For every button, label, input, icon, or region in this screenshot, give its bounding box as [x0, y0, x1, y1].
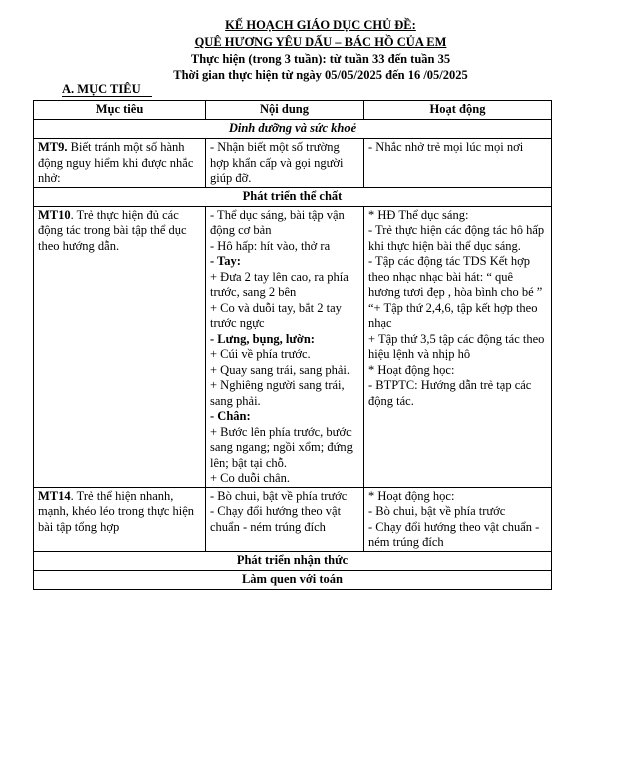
- mt14-goal: [34, 487, 206, 551]
- mt10-goal-text: . Trẻ thực hiện đủ các động tác trong bài tập thể dục theo hướng dẫn.: [38, 207, 187, 253]
- list-item: - Chạy đổi hướng theo vật chuẩn - ném trúng đích: [210, 504, 342, 534]
- mt14-code: MT14: [38, 488, 71, 503]
- mt14-content: [206, 487, 364, 551]
- band-physical: Phát triển thể chất: [34, 187, 552, 206]
- list-item: - Bò chui, bật về phía trước: [368, 504, 506, 518]
- list-item: + Quay sang trái, sang phải.: [210, 362, 351, 377]
- mt10-code: MT10: [38, 207, 71, 222]
- band-cognitive: Phát triển nhận thức: [34, 551, 552, 570]
- table-row-mt10: [34, 206, 552, 487]
- list-item: “+ Tập thứ 2,4,6, tập kết hợp theo nhạc: [368, 300, 538, 330]
- header-row: [34, 101, 552, 120]
- plan-title: [0, 18, 641, 33]
- mt14-goal-text: . Trẻ thể hiện nhanh, mạnh, khéo léo trong thực hiện bài tập tổng hợp: [38, 488, 195, 534]
- table-row-mt9: [34, 139, 552, 188]
- list-item: - Chạy đổi hướng theo vật chuẩn - ném trúng đích: [368, 519, 540, 549]
- mt9-activity: - Nhắc nhở trẻ mọi lúc mọi nơi: [364, 139, 552, 188]
- list-item: - Tập các động tác TDS Kết hợp theo nhạc nhạc bài hát: “ quê hương tươi đẹp , hòa bình cho bé ”: [368, 254, 543, 299]
- band-nutrition: Dinh dưỡng và sức khoẻ: [34, 120, 552, 139]
- list-item: - Lưng, bụng, lườn:: [210, 331, 315, 346]
- list-item: - Tay:: [210, 254, 241, 268]
- list-item: + Bước lên phía trước, bước sang ngang; ngồi xổm; đứng lên; bật tại chỗ.: [210, 424, 353, 470]
- list-item: + Cúi về phía trước.: [210, 347, 311, 361]
- col-header-goal: Mục tiêu: [34, 101, 206, 120]
- list-item: - Chân:: [210, 409, 251, 423]
- objectives-table: [33, 100, 552, 590]
- mt9-goal-text: Biết tránh một số hành động nguy hiểm khi được nhắc nhở:: [38, 140, 194, 185]
- mt10-activity: [364, 206, 552, 487]
- mt14-activity: [364, 487, 552, 551]
- plan-title-text: KẾ HOẠCH GIÁO DỤC CHỦ ĐỀ:: [225, 18, 416, 32]
- list-item: - Thể dục sáng, bài tập vận động cơ bản: [210, 207, 345, 237]
- theme-title: [0, 35, 641, 50]
- band-row-physical: [34, 187, 552, 206]
- list-item: + Co và duỗi tay, bắt 2 tay trước ngực: [210, 300, 342, 330]
- col-header-activity: Hoạt động: [364, 101, 552, 120]
- list-item: + Tập thứ 3,5 tập các động tác theo hiệu lệnh và nhịp hô: [368, 331, 545, 361]
- list-item: + Co duỗi chân.: [210, 471, 290, 485]
- section-a-text: A. MỤC TIÊU: [62, 82, 141, 96]
- list-item: - Bò chui, bật về phía trước: [210, 488, 348, 503]
- list-item: * Hoạt động học:: [368, 362, 455, 377]
- section-underline: [62, 96, 152, 97]
- band-row-cognitive: [34, 551, 552, 570]
- band-row-math: [34, 570, 552, 589]
- date-range-line: Thời gian thực hiện từ ngày 05/05/2025 đến 16 /05/2025: [173, 68, 468, 82]
- mt9-code: MT9.: [38, 140, 68, 154]
- mt9-content: - Nhận biết một số trường hợp khẩn cấp và gọi người giúp đỡ.: [206, 139, 364, 188]
- mt10-goal: [34, 206, 206, 487]
- list-item: + Nghiêng người sang trái, sang phải.: [210, 378, 345, 408]
- list-item: - Trẻ thực hiện các động tác hô hấp khi thực hiện bài thể dục sáng.: [368, 223, 545, 253]
- list-item: * HĐ Thể dục sáng:: [368, 207, 469, 222]
- section-a-heading: [62, 82, 141, 97]
- duration-line: Thực hiện (trong 3 tuần): từ tuần 33 đến tuần 35: [190, 52, 451, 66]
- mt9-goal: [34, 139, 206, 188]
- theme-title-text: QUÊ HƯƠNG YÊU DẤU – BÁC HỒ CỦA EM: [194, 35, 447, 49]
- list-item: - Hô hấp: hít vào, thở ra: [210, 238, 331, 253]
- col-header-content: Nội dung: [206, 101, 364, 120]
- band-row-nutrition: [34, 120, 552, 139]
- table-row-mt14: [34, 487, 552, 551]
- list-item: * Hoạt động học:: [368, 488, 455, 503]
- band-math: Làm quen với toán: [34, 570, 552, 589]
- mt10-content: [206, 206, 364, 487]
- list-item: + Đưa 2 tay lên cao, ra phía trước, sang 2 bên: [210, 269, 349, 299]
- list-item: - BTPTC: Hướng dẫn trẻ tạp các động tác.: [368, 378, 532, 408]
